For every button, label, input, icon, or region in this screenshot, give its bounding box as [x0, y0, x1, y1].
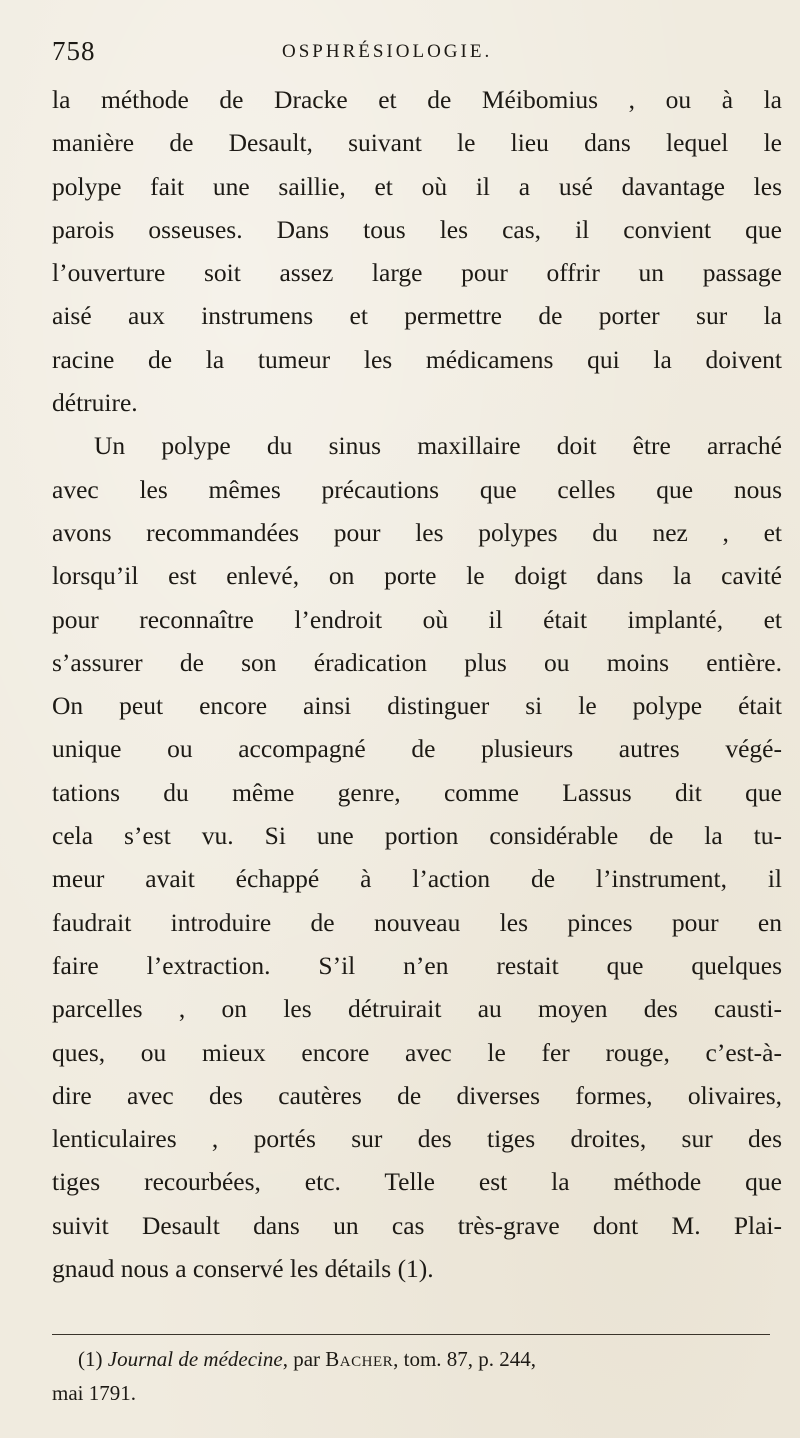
text-line: On peut encore ainsi distinguer si le polype était — [52, 691, 782, 721]
body-text — [52, 78, 782, 1290]
text-line: avons recommandées pour les polypes du nez , et — [52, 517, 782, 547]
text-line: meur avait échappé à l’action de l’instrument, il — [52, 864, 782, 894]
text-line: faudrait introduire de nouveau les pinces pour en — [52, 907, 782, 937]
footnote-line — [52, 1342, 778, 1376]
text-line: l’ouverture soit assez large pour offrir un passage — [52, 258, 782, 288]
footnote-line-2: mai 1791. — [52, 1381, 136, 1405]
text-line: ques, ou mieux encore avec le fer rouge, c’est-à- — [52, 1037, 782, 1067]
footnote-marker: (1) — [78, 1347, 103, 1371]
text-line: polype fait une saillie, et où il a usé davantage les — [52, 171, 782, 201]
text-line: pour reconnaître l’endroit où il était implanté, et — [52, 604, 782, 634]
footnote — [52, 1342, 778, 1410]
text-line: faire l’extraction. S’il n’en restait que quelques — [52, 950, 782, 980]
text-line: unique ou accompagné de plusieurs autres végé- — [52, 734, 782, 764]
text-line: la méthode de Dracke et de Méibomius , ou à la — [52, 85, 782, 114]
footnote-author: Bacher — [325, 1347, 394, 1371]
page-header — [52, 34, 752, 74]
text-line: avec les mêmes précautions que celles que nous — [52, 474, 782, 504]
text-line: tiges recourbées, etc. Telle est la méthode que — [52, 1167, 782, 1197]
text-line: détruire. — [52, 388, 138, 418]
text-line: racine de la tumeur les médicamens qui la doivent — [52, 344, 782, 374]
text-line: manière de Desault, suivant le lieu dans lequel le — [52, 128, 782, 158]
text-line: Un polype du sinus maxillaire doit être arraché — [94, 431, 782, 461]
text-line: dire avec des cautères de diverses formes, olivaires, — [52, 1080, 782, 1110]
text-line: tations du même genre, comme Lassus dit que — [52, 777, 782, 807]
text-line: parcelles , on les détruirait au moyen des causti- — [52, 994, 782, 1024]
text-line: aisé aux instrumens et permettre de porter sur la — [52, 301, 782, 331]
page-number: 758 — [52, 36, 96, 66]
footnote-divider — [52, 1334, 770, 1335]
footnote-sep: , par — [282, 1347, 321, 1371]
text-line: parois osseuses. Dans tous les cas, il convient que — [52, 214, 782, 244]
text-line: lorsqu’il est enlevé, on porte le doigt dans la cavité — [52, 561, 782, 591]
text-line: s’assurer de son éradication plus ou moins entière. — [52, 647, 782, 677]
running-title: OSPHRÉSIOLOGIE. — [282, 41, 493, 62]
footnote-journal: Journal de médecine — [107, 1347, 283, 1371]
text-line: gnaud nous a conservé les détails (1). — [52, 1254, 434, 1284]
text-line: lenticulaires , portés sur des tiges droites, sur des — [52, 1124, 782, 1154]
text-line: cela s’est vu. Si une portion considérable de la tu- — [52, 821, 782, 851]
text-line: suivit Desault dans un cas très-grave dont M. Plai- — [52, 1210, 782, 1240]
footnote-rest: , tom. 87, p. 244, — [393, 1347, 537, 1371]
